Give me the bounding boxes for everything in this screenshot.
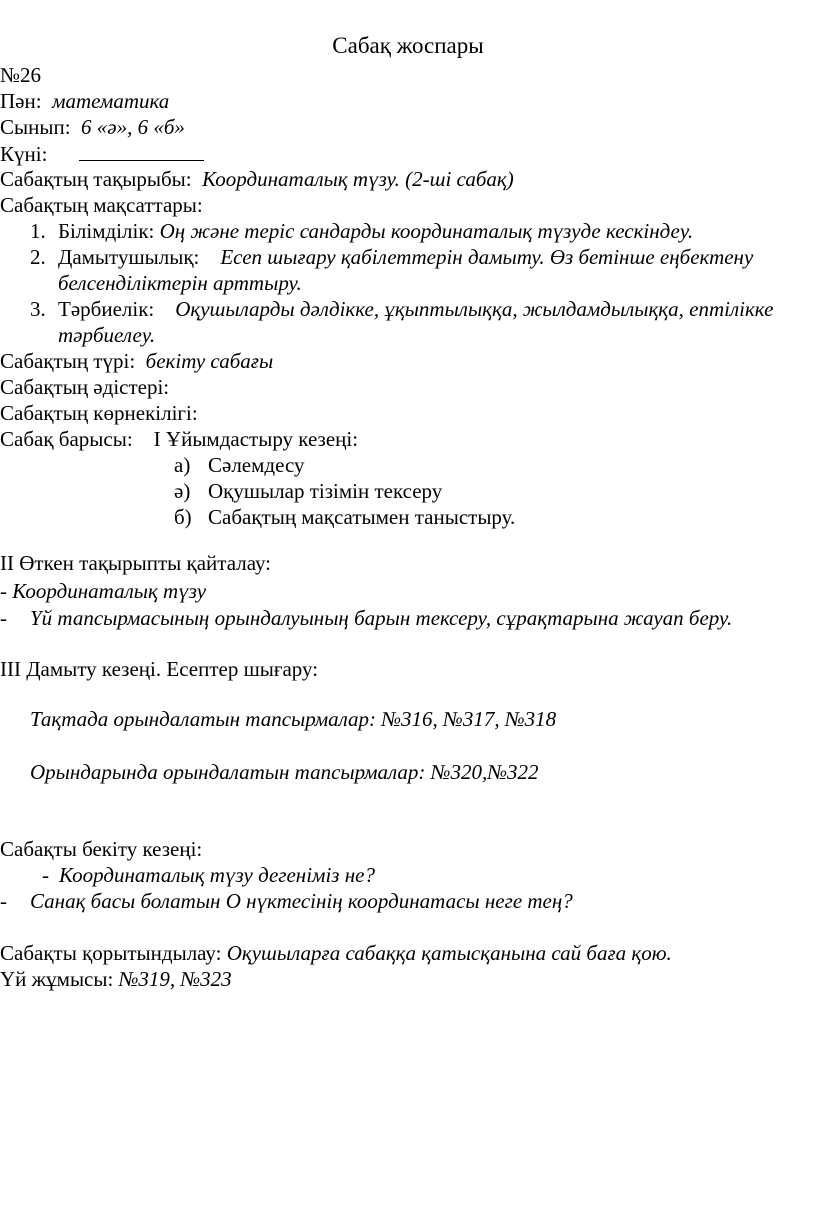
goal-number: 2. xyxy=(30,245,46,269)
topic-value: Координаталық түзу. (2-ші сабақ) xyxy=(202,167,514,191)
board-tasks: Тақтада орындалатын тапсырмалар: №316, №317, №318 xyxy=(30,707,557,731)
class-label: Сынып: xyxy=(0,115,71,139)
question-text: Координаталық түзу дегеніміз не? xyxy=(59,863,375,887)
goal-label: Тәрбиелік: xyxy=(58,297,155,321)
question-text: Санақ басы болатын О нүктесінің координатасы неге тең? xyxy=(30,889,573,913)
class-value: 6 «ә», 6 «б» xyxy=(81,115,185,139)
goal-value-continued: белсенділіктерін арттыру. xyxy=(58,271,302,295)
homework-label: Үй жұмысы: xyxy=(0,967,114,991)
goal-value-continued: тәрбиелеу. xyxy=(58,323,156,347)
topic-label: Сабақтың тақырыбы: xyxy=(0,167,192,191)
development-heading: III Дамыту кезеңі. Есептер шығару: xyxy=(0,657,319,681)
seat-tasks: Орындарында орындалатын тапсырмалар: №320,№322 xyxy=(30,760,539,784)
progress-item-text: Оқушылар тізімін тексеру xyxy=(208,479,443,503)
homework-line xyxy=(0,966,816,992)
goal-value: Оқушыларды дәлдікке, ұқыптылыққа, жылдамдылыққа, ептілікке xyxy=(175,297,774,321)
class-line xyxy=(0,114,816,140)
goal-label: Білімділік: xyxy=(58,219,155,243)
lesson-type-line xyxy=(0,348,816,374)
goals-heading: Сабақтың мақсаттары: xyxy=(0,193,203,217)
lesson-number: №26 xyxy=(0,63,42,87)
goal-label: Дамытушылық: xyxy=(58,245,200,269)
progress-label: Сабақ барысы: xyxy=(0,427,133,451)
progress-item-letter: ә) xyxy=(174,479,191,503)
homework-value: №319, №323 xyxy=(118,967,232,991)
review-line-2-text: Үй тапсырмасының орындалуының барын тексеру, сұрақтарына жауап беру. xyxy=(30,606,733,630)
day-label: Күні: xyxy=(0,142,48,166)
subject-label: Пән: xyxy=(0,89,42,113)
consolidation-heading: Сабақты бекіту кезеңі: xyxy=(0,837,203,861)
goal-number: 1. xyxy=(30,219,46,243)
question-dash: - xyxy=(42,863,49,887)
progress-item-letter: б) xyxy=(174,505,192,529)
review-heading: II Өткен тақырыпты қайталау: xyxy=(0,551,272,575)
progress-line xyxy=(0,426,816,452)
subject-line xyxy=(0,88,816,114)
lesson-type-value: бекіту сабағы xyxy=(145,349,274,373)
subject-value: математика xyxy=(52,89,170,113)
goal-value: Есеп шығару қабілеттерін дамыту. Өз бетінше еңбектену xyxy=(220,245,754,269)
progress-item-text: Сабақтың мақсатымен таныстыру. xyxy=(208,505,516,529)
stage1-heading: I Ұйымдастыру кезеңі: xyxy=(153,427,359,451)
progress-item-text: Сәлемдесу xyxy=(208,453,305,477)
goal-value: Оң және теріс сандарды координаталық түзуде кескіндеу. xyxy=(159,219,694,243)
lesson-type-label: Сабақтың түрі: xyxy=(0,349,136,373)
day-blank xyxy=(79,140,204,161)
goal-number: 3. xyxy=(30,297,46,321)
day-line xyxy=(0,140,816,167)
summary-label: Сабақты қорытындылау: xyxy=(0,941,222,965)
summary-value: Оқушыларға сабаққа қатысқанына сай баға қою. xyxy=(226,941,672,965)
topic-line xyxy=(0,166,816,192)
methods-line: Сабақтың әдістері: xyxy=(0,375,170,399)
summary-line xyxy=(0,940,816,966)
progress-item-letter: а) xyxy=(174,453,191,477)
review-line-1: - Координаталық түзу xyxy=(0,579,207,603)
question-dash: - xyxy=(0,889,7,913)
page-title: Сабақ жоспары xyxy=(332,33,484,58)
review-dash: - xyxy=(0,606,7,630)
visuals-line: Сабақтың көрнекілігі: xyxy=(0,401,198,425)
